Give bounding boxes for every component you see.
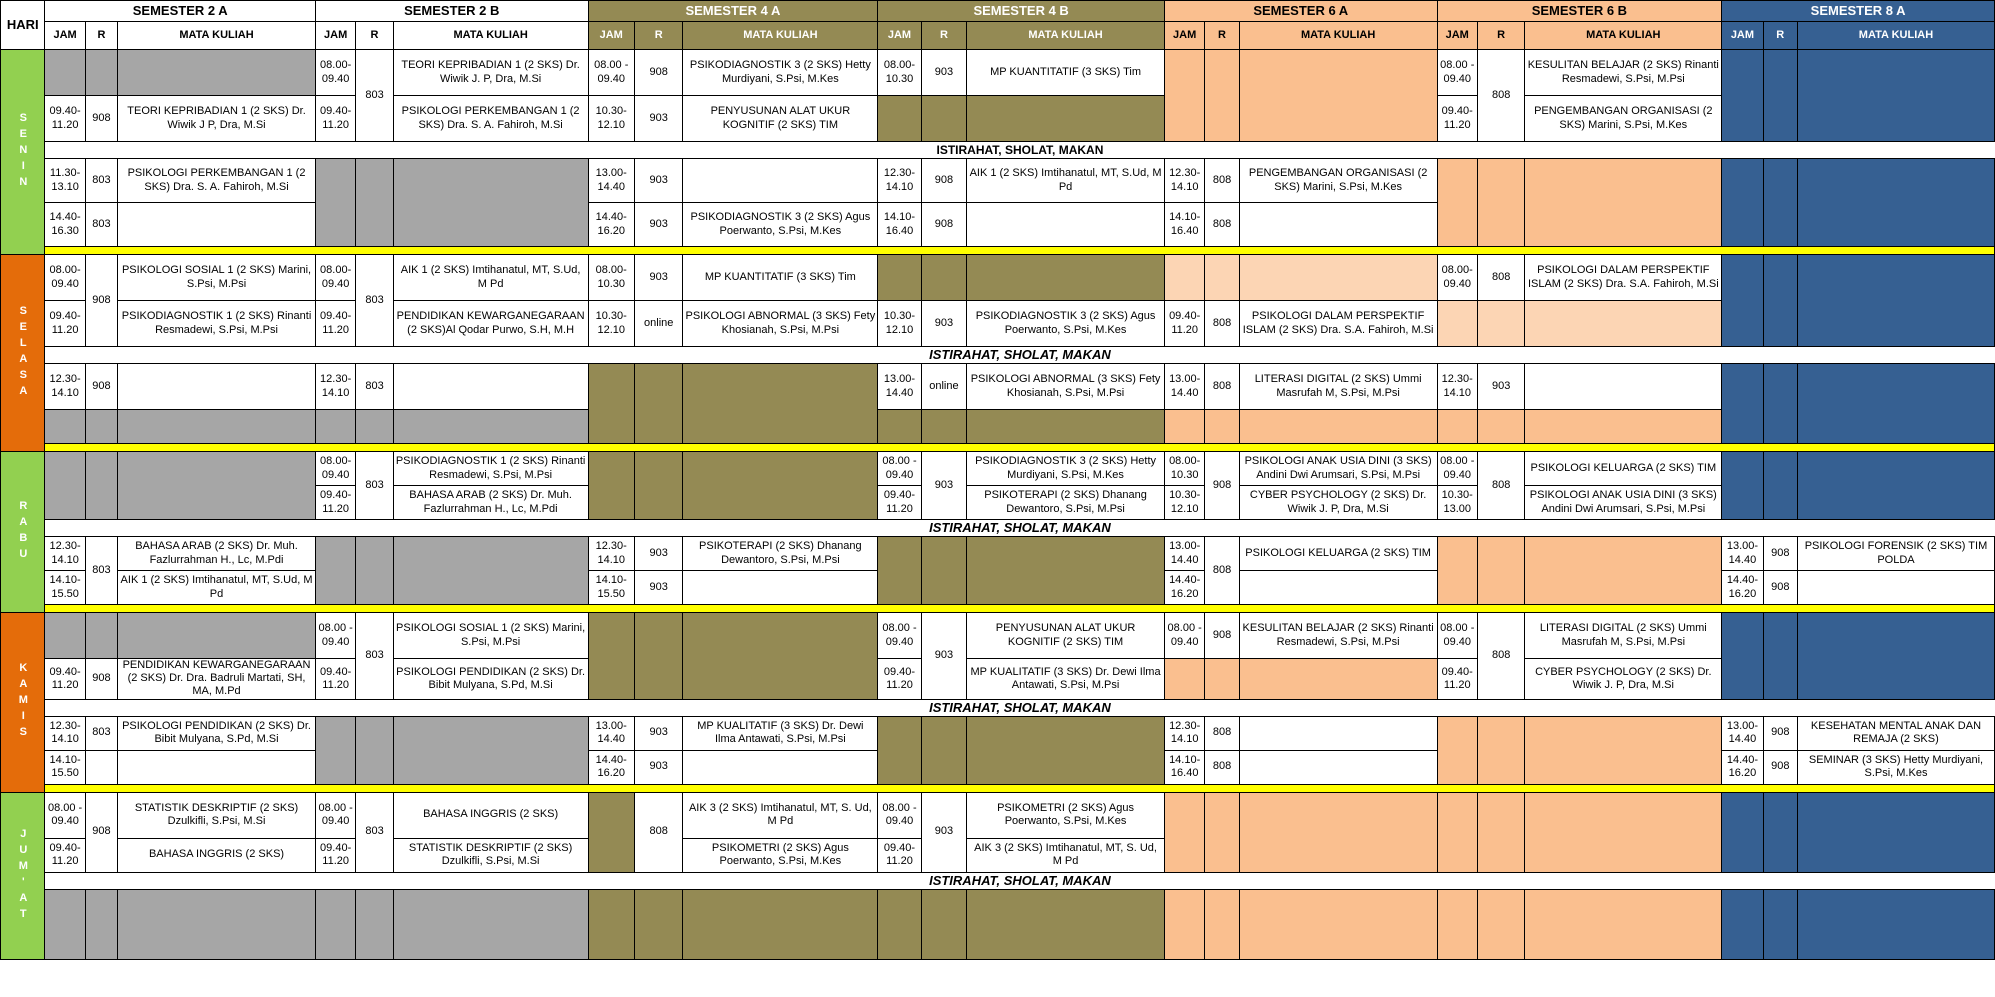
jam-cell: 13.00-14.40 [1722, 716, 1763, 750]
jam-cell: 12.30-14.10 [315, 364, 355, 410]
col-mk: MATA KULIAH [967, 22, 1165, 50]
jam-cell: 09.40-11.20 [878, 486, 921, 520]
jam-cell: 10.30-12.10 [878, 301, 921, 347]
kamis-break [1, 699, 1995, 716]
col-jam: JAM [1722, 22, 1763, 50]
jam-cell: 08.00-10.30 [878, 50, 921, 96]
jam-cell: 10.30-13.00 [1437, 486, 1477, 520]
sem-6b-header: SEMESTER 6 B [1437, 1, 1722, 22]
jam-cell: 08.00-10.30 [1164, 452, 1204, 486]
selasa-row-4 [1, 410, 1995, 444]
break-banner: ISTIRAHAT, SHOLAT, MAKAN [45, 347, 1995, 364]
room-cell: 803 [85, 716, 117, 750]
course-cell: MP KUALITATIF (3 SKS) Dr. Dewi Ilma Antawati, S.Psi, M.Psi [967, 659, 1165, 700]
col-mk: MATA KULIAH [393, 22, 588, 50]
room-cell: 903 [634, 537, 682, 571]
jam-cell: 08.00-09.40 [45, 255, 85, 301]
hari-header: HARI [1, 1, 45, 50]
course-cell: PSIKOLOGI ABNORMAL (3 SKS) Fety Khosianah, S.Psi, M.Psi [683, 301, 878, 347]
col-jam: JAM [588, 22, 634, 50]
jam-cell: 09.40-11.20 [315, 301, 355, 347]
room-cell: 808 [1205, 159, 1239, 203]
room-cell: 903 [634, 750, 682, 784]
col-jam: JAM [1164, 22, 1204, 50]
break-banner: ISTIRAHAT, SHOLAT, MAKAN [45, 872, 1995, 889]
day-senin: SENIN [1, 50, 45, 255]
col-jam: JAM [315, 22, 355, 50]
jumat-row-3 [1, 889, 1995, 959]
room-cell: 908 [921, 159, 966, 203]
col-r: R [921, 22, 966, 50]
sem-2b-header: SEMESTER 2 B [315, 1, 588, 22]
jam-cell: 11.30-13.10 [45, 159, 85, 203]
course-cell: STATISTIK DESKRIPTIF (2 SKS) Dzulkifli, S.Psi, M.Si [118, 792, 316, 838]
jam-cell: 09.40-11.20 [45, 96, 85, 142]
room-cell: 803 [85, 537, 117, 605]
jam-cell: 09.40-11.20 [45, 838, 85, 872]
jam-cell: 10.30-12.10 [588, 96, 634, 142]
room-cell: 908 [85, 96, 117, 142]
col-mk: MATA KULIAH [683, 22, 878, 50]
jumat-break [1, 872, 1995, 889]
jam-cell: 08.00 - 09.40 [1437, 452, 1477, 486]
jam-cell: 14.40-16.20 [588, 203, 634, 247]
room-cell: 803 [356, 613, 393, 700]
course-cell: PSIKOLOGI DALAM PERSPEKTIF ISLAM (2 SKS) Dra. S.A. Fahiroh, M.Si [1525, 255, 1722, 301]
course-cell: AIK 3 (2 SKS) Imtihanatul, MT, S. Ud, M Pd [967, 838, 1165, 872]
course-cell: PENDIDIKAN KEWARGANEGARAAN (2 SKS)Al Qodar Purwo, S.H, M.H [393, 301, 588, 347]
course-cell: PSIKODIAGNOSTIK 3 (2 SKS) Hetty Murdiyani, S.Psi, M.Kes [967, 452, 1165, 486]
jam-cell: 13.00-14.40 [878, 364, 921, 410]
course-cell: CYBER PSYCHOLOGY (2 SKS) Dr. Wiwik J. P, Dra, M.Si [1525, 659, 1722, 700]
jam-cell: 14.40-16.20 [1722, 571, 1763, 605]
course-cell: PSIKOLOGI ANAK USIA DINI (3 SKS) Andini Dwi Arumsari, S.Psi, M.Psi [1525, 486, 1722, 520]
jam-cell: 14.10-15.50 [45, 571, 85, 605]
room-cell: 808 [634, 792, 682, 872]
selasa-row-3 [1, 364, 1995, 410]
course-cell: MP KUANTITATIF (3 SKS) Tim [683, 255, 878, 301]
jam-cell: 12.30-14.10 [45, 716, 85, 750]
jam-cell: 14.40-16.30 [45, 203, 85, 247]
course-cell: KESULITAN BELAJAR (2 SKS) Rinanti Resmadewi, S.Psi, M.Psi [1525, 50, 1722, 96]
day-jumat: JUM'AT [1, 792, 45, 959]
course-cell: MP KUANTITATIF (3 SKS) Tim [967, 50, 1165, 96]
room-cell: 808 [1205, 750, 1239, 784]
jam-cell: 14.10-16.40 [1164, 203, 1204, 247]
course-cell: PSIKODIAGNOSTIK 3 (2 SKS) Agus Poerwanto, S.Psi, M.Kes [967, 301, 1165, 347]
jumat-row-1 [1, 792, 1995, 838]
day-separator [1, 784, 1995, 792]
course-cell: PSIKOLOGI PENDIDIKAN (2 SKS) Dr. Bibit Mulyana, S.Pd, M.Si [393, 659, 588, 700]
senin-row-2 [1, 96, 1995, 142]
col-jam: JAM [1437, 22, 1477, 50]
course-cell: PSIKOLOGI KELUARGA (2 SKS) TIM [1239, 537, 1437, 571]
jam-cell: 14.10-15.50 [588, 571, 634, 605]
course-cell: TEORI KEPRIBADIAN 1 (2 SKS) Dr. Wiwik J P, Dra, M.Si [118, 96, 316, 142]
jam-cell: 09.40-11.20 [45, 301, 85, 347]
room-cell: 908 [921, 203, 966, 247]
room-cell: 803 [356, 452, 393, 520]
room-cell: 908 [85, 792, 117, 872]
sem-6a-header: SEMESTER 6 A [1164, 1, 1437, 22]
col-r: R [85, 22, 117, 50]
jam-cell: 08.00-10.30 [588, 255, 634, 301]
col-r: R [634, 22, 682, 50]
room-cell: 808 [1477, 50, 1524, 142]
course-cell: PSIKOLOGI ANAK USIA DINI (3 SKS) Andini Dwi Arumsari, S.Psi, M.Psi [1239, 452, 1437, 486]
jam-cell: 12.30-14.10 [45, 537, 85, 571]
room-cell: 908 [85, 255, 117, 347]
room-cell: 808 [1205, 203, 1239, 247]
jam-cell: 14.40-16.20 [1722, 750, 1763, 784]
day-separator [1, 444, 1995, 452]
jam-cell: 10.30-12.10 [1164, 486, 1204, 520]
sem-4a-header: SEMESTER 4 A [588, 1, 878, 22]
room-cell: 808 [1205, 716, 1239, 750]
room-cell: 903 [634, 716, 682, 750]
col-jam: JAM [45, 22, 85, 50]
course-cell: PSIKODIAGNOSTIK 1 (2 SKS) Rinanti Resmadewi, S.Psi, M.Psi [118, 301, 316, 347]
day-separator [1, 247, 1995, 255]
course-cell: PSIKOTERAPI (2 SKS) Dhanang Dewantoro, S.Psi, M.Psi [967, 486, 1165, 520]
jam-cell: 09.40-11.20 [1164, 301, 1204, 347]
jam-cell: 12.30-14.10 [1164, 159, 1204, 203]
room-cell: 903 [921, 452, 966, 520]
jam-cell: 14.40-16.20 [588, 750, 634, 784]
day-rabu: RABU [1, 452, 45, 613]
jam-cell: 08.00-09.40 [315, 50, 355, 96]
room-cell: 803 [356, 50, 393, 142]
course-cell: PSIKODIAGNOSTIK 1 (2 SKS) Rinanti Resmadewi, S.Psi, M.Psi [393, 452, 588, 486]
jam-cell: 08.00 - 09.40 [45, 792, 85, 838]
col-jam: JAM [878, 22, 921, 50]
room-cell: 903 [634, 571, 682, 605]
course-cell: MP KUALITATIF (3 SKS) Dr. Dewi Ilma Antawati, S.Psi, M.Psi [683, 716, 878, 750]
room-cell: 803 [85, 159, 117, 203]
course-cell: BAHASA INGGRIS (2 SKS) [393, 792, 588, 838]
course-cell: AIK 3 (2 SKS) Imtihanatul, MT, S. Ud, M Pd [683, 792, 878, 838]
kamis-row-2 [1, 659, 1995, 700]
room-cell: 808 [1205, 537, 1239, 605]
room-cell: online [634, 301, 682, 347]
course-cell: PSIKOMETRI (2 SKS) Agus Poerwanto, S.Psi, M.Kes [967, 792, 1165, 838]
selasa-break [1, 347, 1995, 364]
col-r: R [1763, 22, 1797, 50]
jam-cell: 08.00-09.40 [1437, 255, 1477, 301]
room-cell: 908 [1763, 716, 1797, 750]
col-r: R [1205, 22, 1239, 50]
course-cell: PENDIDIKAN KEWARGANEGARAAN (2 SKS) Dr. Dra. Badruli Martati, SH, MA, M.Pd [118, 659, 316, 700]
course-cell: BAHASA ARAB (2 SKS) Dr. Muh. Fazlurrahman H., Lc, M.Pdi [393, 486, 588, 520]
course-cell: BAHASA ARAB (2 SKS) Dr. Muh. Fazlurrahman H., Lc, M.Pdi [118, 537, 316, 571]
kamis-row-1 [1, 613, 1995, 659]
break-banner: ISTIRAHAT, SHOLAT, MAKAN [45, 699, 1995, 716]
col-mk: MATA KULIAH [1239, 22, 1437, 50]
jam-cell: 13.00-14.40 [1164, 364, 1204, 410]
room-cell: 908 [1763, 571, 1797, 605]
rabu-row-3 [1, 537, 1995, 571]
col-r: R [356, 22, 393, 50]
course-cell: KESULITAN BELAJAR (2 SKS) Rinanti Resmadewi, S.Psi, M.Psi [1239, 613, 1437, 659]
room-cell: 803 [356, 255, 393, 347]
jam-cell: 09.40-11.20 [45, 659, 85, 700]
jam-cell: 14.40-16.20 [1164, 571, 1204, 605]
jam-cell: 12.30-14.10 [1164, 716, 1204, 750]
room-cell: 903 [921, 301, 966, 347]
day-kamis: KAMIS [1, 613, 45, 793]
course-cell: PSIKOLOGI SOSIAL 1 (2 SKS) Marini, S.Psi, M.Psi [118, 255, 316, 301]
room-cell: 808 [1477, 452, 1524, 520]
col-mk: MATA KULIAH [118, 22, 316, 50]
rabu-row-1 [1, 452, 1995, 486]
col-r: R [1477, 22, 1524, 50]
course-cell: KESEHATAN MENTAL ANAK DAN REMAJA (2 SKS) [1797, 716, 1994, 750]
room-cell: 903 [921, 50, 966, 96]
room-cell: 908 [85, 364, 117, 410]
course-cell: PSIKODIAGNOSTIK 3 (2 SKS) Hetty Murdiyani, S.Psi, M.Kes [683, 50, 878, 96]
sem-2a-header: SEMESTER 2 A [45, 1, 316, 22]
selasa-row-1 [1, 255, 1995, 301]
jam-cell: 09.40-11.20 [878, 838, 921, 872]
jam-cell: 08.00-09.40 [315, 255, 355, 301]
room-cell: 903 [634, 96, 682, 142]
jam-cell: 09.40-11.20 [1437, 96, 1477, 142]
course-cell: PSIKOLOGI ABNORMAL (3 SKS) Fety Khosianah, S.Psi, M.Psi [967, 364, 1165, 410]
course-cell: PSIKOLOGI KELUARGA (2 SKS) TIM [1525, 452, 1722, 486]
jam-cell: 09.40-11.20 [878, 659, 921, 700]
jam-cell: 08.00 - 09.40 [878, 613, 921, 659]
sem-4b-header: SEMESTER 4 B [878, 1, 1165, 22]
day-selasa: SELASA [1, 255, 45, 452]
col-mk: MATA KULIAH [1797, 22, 1994, 50]
jam-cell: 14.10-16.40 [1164, 750, 1204, 784]
kamis-row-3 [1, 716, 1995, 750]
course-cell: AIK 1 (2 SKS) Imtihanatul, MT, S.Ud, M Pd [393, 255, 588, 301]
jam-cell: 14.10-16.40 [878, 203, 921, 247]
jam-cell: 09.40-11.20 [1437, 659, 1477, 700]
course-cell: AIK 1 (2 SKS) Imtihanatul, MT, S.Ud, M Pd [118, 571, 316, 605]
course-cell: PENYUSUNAN ALAT UKUR KOGNITIF (2 SKS) TIM [683, 96, 878, 142]
course-cell: PSIKOMETRI (2 SKS) Agus Poerwanto, S.Psi, M.Kes [683, 838, 878, 872]
room-cell: 903 [921, 613, 966, 700]
room-cell: 903 [634, 255, 682, 301]
sem-8a-header: SEMESTER 8 A [1722, 1, 1995, 22]
jam-cell: 13.00-14.40 [1164, 537, 1204, 571]
course-cell: PSIKOLOGI FORENSIK (2 SKS) TIM POLDA [1797, 537, 1994, 571]
course-cell: LITERASI DIGITAL (2 SKS) Ummi Masrufah M, S.Psi, M.Psi [1525, 613, 1722, 659]
room-cell: 908 [634, 50, 682, 96]
course-cell: PSIKODIAGNOSTIK 3 (2 SKS) Agus Poerwanto, S.Psi, M.Kes [683, 203, 878, 247]
room-cell: 803 [356, 792, 393, 872]
room-cell: online [921, 364, 966, 410]
rabu-break [1, 520, 1995, 537]
jam-cell: 10.30-12.10 [588, 301, 634, 347]
jam-cell: 13.00-14.40 [588, 159, 634, 203]
room-cell: 908 [1205, 452, 1239, 520]
senin-row-1 [1, 50, 1995, 96]
course-cell: PSIKOLOGI DALAM PERSPEKTIF ISLAM (2 SKS) Dra. S.A. Fahiroh, M.Si [1239, 301, 1437, 347]
course-cell: PSIKOLOGI PENDIDIKAN (2 SKS) Dr. Bibit Mulyana, S.Pd, M.Si [118, 716, 316, 750]
course-cell: PSIKOLOGI PERKEMBANGAN 1 (2 SKS) Dra. S. A. Fahiroh, M.Si [118, 159, 316, 203]
col-mk: MATA KULIAH [1525, 22, 1722, 50]
room-cell: 803 [356, 364, 393, 410]
jam-cell: 09.40-11.20 [315, 486, 355, 520]
break-banner: ISTIRAHAT, SHOLAT, MAKAN [45, 142, 1995, 159]
course-cell: PENGEMBANGAN ORGANISASI (2 SKS) Marini, S.Psi, M.Kes [1239, 159, 1437, 203]
course-cell: SEMINAR (3 SKS) Hetty Murdiyani, S.Psi, M.Kes [1797, 750, 1994, 784]
room-cell: 808 [1205, 301, 1239, 347]
course-cell: LITERASI DIGITAL (2 SKS) Ummi Masrufah M, S.Psi, M.Psi [1239, 364, 1437, 410]
jam-cell: 09.40-11.20 [315, 659, 355, 700]
jam-cell: 09.40-11.20 [315, 96, 355, 142]
jam-cell: 08.00 - 09.40 [1164, 613, 1204, 659]
jam-cell: 14.10-15.50 [45, 750, 85, 784]
room-cell: 908 [85, 659, 117, 700]
course-cell: PSIKOLOGI PERKEMBANGAN 1 (2 SKS) Dra. S. A. Fahiroh, M.Si [393, 96, 588, 142]
course-cell: AIK 1 (2 SKS) Imtihanatul, MT, S.Ud, M Pd [967, 159, 1165, 203]
room-cell: 808 [1205, 364, 1239, 410]
jam-cell: 12.30-14.10 [588, 537, 634, 571]
jam-cell: 12.30-14.10 [1437, 364, 1477, 410]
course-cell: PENYUSUNAN ALAT UKUR KOGNITIF (2 SKS) TIM [967, 613, 1165, 659]
course-cell: CYBER PSYCHOLOGY (2 SKS) Dr. Wiwik J. P, Dra, M.Si [1239, 486, 1437, 520]
room-cell: 903 [634, 203, 682, 247]
room-cell: 908 [1763, 750, 1797, 784]
room-cell: 808 [1477, 613, 1524, 700]
room-cell: 803 [85, 203, 117, 247]
jam-cell: 12.30-14.10 [878, 159, 921, 203]
jam-cell: 09.40-11.20 [315, 838, 355, 872]
senin-row-3 [1, 159, 1995, 203]
course-cell: TEORI KEPRIBADIAN 1 (2 SKS) Dr. Wiwik J. P, Dra, M.Si [393, 50, 588, 96]
room-cell: 908 [1763, 537, 1797, 571]
room-cell: 808 [1477, 255, 1524, 301]
room-cell: 903 [634, 159, 682, 203]
senin-break [1, 142, 1995, 159]
jam-cell: 12.30-14.10 [45, 364, 85, 410]
selasa-row-2 [1, 301, 1995, 347]
jam-cell: 08.00 - 09.40 [588, 50, 634, 96]
room-cell: 903 [1477, 364, 1524, 410]
course-cell: BAHASA INGGRIS (2 SKS) [118, 838, 316, 872]
room-cell: 903 [921, 792, 966, 872]
course-cell: PSIKOTERAPI (2 SKS) Dhanang Dewantoro, S.Psi, M.Psi [683, 537, 878, 571]
day-separator [1, 605, 1995, 613]
jam-cell: 08.00-09.40 [315, 452, 355, 486]
jam-cell: 08.00 - 09.40 [878, 792, 921, 838]
break-banner: ISTIRAHAT, SHOLAT, MAKAN [45, 520, 1995, 537]
jam-cell: 08.00 - 09.40 [1437, 50, 1477, 96]
jam-cell: 13.00-14.40 [588, 716, 634, 750]
jam-cell: 08.00 - 09.40 [315, 613, 355, 659]
jam-cell: 13.00-14.40 [1722, 537, 1763, 571]
course-cell: STATISTIK DESKRIPTIF (2 SKS) Dzulkifli, S.Psi, M.Si [393, 838, 588, 872]
course-cell: PENGEMBANGAN ORGANISASI (2 SKS) Marini, S.Psi, M.Kes [1525, 96, 1722, 142]
jam-cell: 08.00 - 09.40 [315, 792, 355, 838]
jam-cell: 08.00 - 09.40 [878, 452, 921, 486]
room-cell: 908 [1205, 613, 1239, 659]
jam-cell: 08.00 - 09.40 [1437, 613, 1477, 659]
course-cell: PSIKOLOGI SOSIAL 1 (2 SKS) Marini, S.Psi, M.Psi [393, 613, 588, 659]
